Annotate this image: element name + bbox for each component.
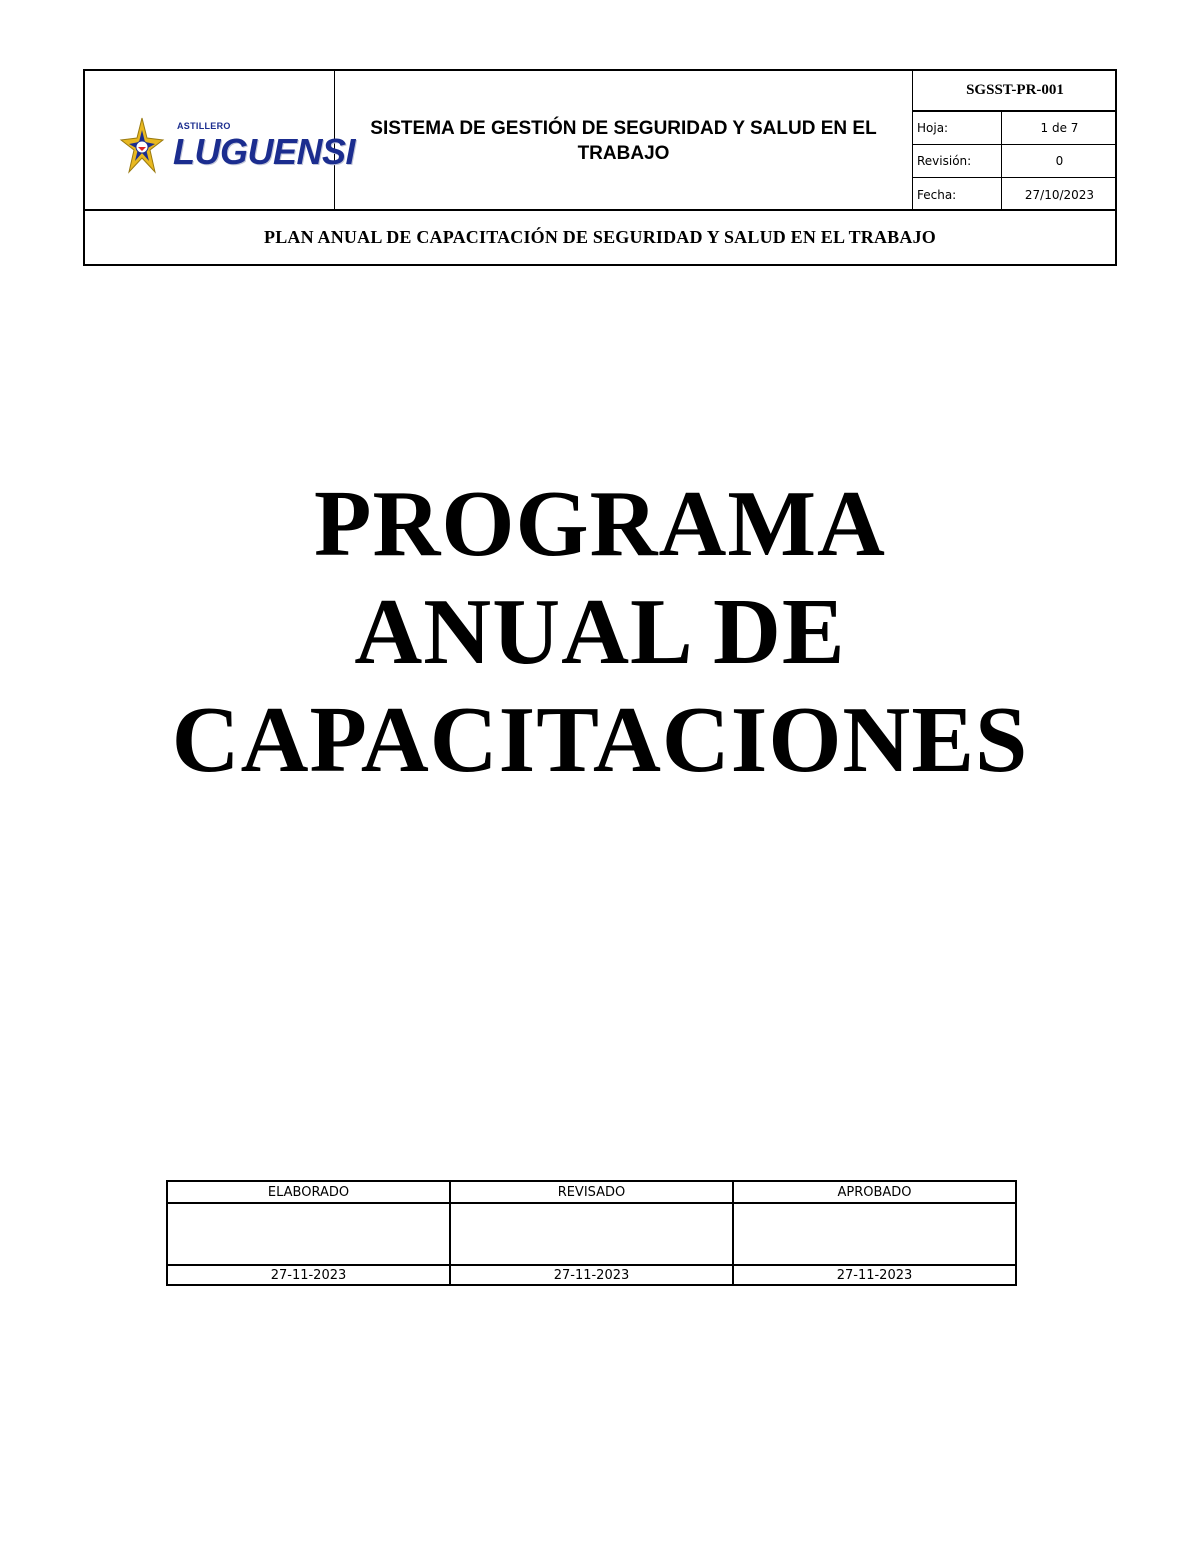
signature-cell: [167, 1203, 450, 1265]
approval-header-elaborado: ELABORADO: [167, 1181, 450, 1203]
logo-cell: [85, 71, 356, 211]
system-title: SISTEMA DE GESTIÓN DE SEGURIDAD Y SALUD EN EL TRABAJO: [335, 71, 913, 211]
meta-value: 0: [1055, 154, 1064, 168]
approval-date: 27-11-2023: [733, 1265, 1016, 1285]
document-meta: [913, 71, 1117, 211]
header-top-row: [83, 69, 1117, 211]
meta-label: Hoja:: [913, 112, 1002, 144]
compass-star-icon: [119, 116, 165, 178]
main-title: [0, 470, 1200, 794]
main-title-line: ANUAL DE: [354, 580, 846, 684]
meta-row-fecha: [913, 178, 1117, 211]
approval-header-row: [167, 1181, 1016, 1203]
signature-cell: [733, 1203, 1016, 1265]
approval-date: 27-11-2023: [450, 1265, 733, 1285]
approval-date-row: [167, 1265, 1016, 1285]
approval-date: 27-11-2023: [167, 1265, 450, 1285]
approval-table: [166, 1180, 1017, 1286]
logo-small-text: ASTILLERO: [177, 121, 231, 131]
meta-label: Revisión:: [913, 145, 1002, 177]
signature-row: [167, 1203, 1016, 1265]
logo-brand-text: LUGUENSI: [173, 131, 356, 172]
meta-row-revision: [913, 145, 1117, 178]
meta-label: Fecha:: [913, 178, 1002, 211]
approval-header-revisado: REVISADO: [450, 1181, 733, 1203]
plan-title: PLAN ANUAL DE CAPACITACIÓN DE SEGURIDAD Y SALUD EN EL TRABAJO: [83, 209, 1117, 266]
main-title-line: CAPACITACIONES: [171, 688, 1029, 792]
meta-value: 27/10/2023: [1024, 187, 1095, 202]
meta-value: 1 de 7: [1040, 121, 1079, 135]
approval-header-aprobado: APROBADO: [733, 1181, 1016, 1203]
document-header: [83, 69, 1117, 266]
main-title-line: PROGRAMA: [314, 472, 886, 576]
document-code: SGSST-PR-001: [913, 71, 1117, 112]
signature-cell: [450, 1203, 733, 1265]
meta-row-hoja: [913, 112, 1117, 145]
